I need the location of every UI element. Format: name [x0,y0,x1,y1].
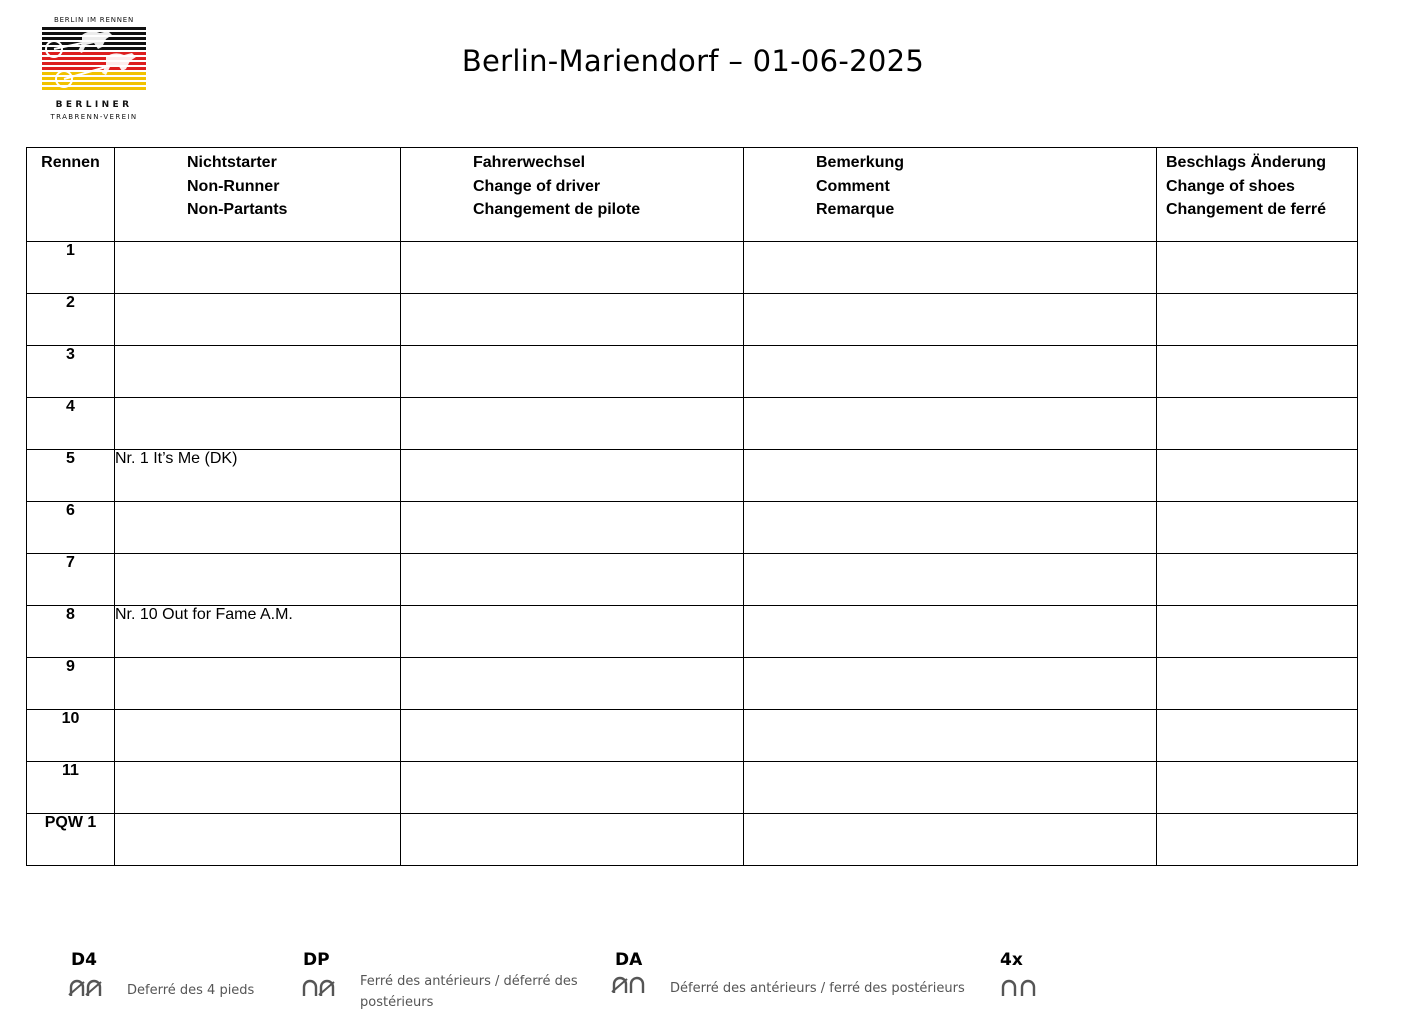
beschlag-cell [1157,658,1358,710]
beschlag-cell [1157,762,1358,814]
table-row [27,242,1358,294]
table-row [27,450,1358,502]
logo-top-text: BERLIN IM RENNEN [53,16,135,24]
legend-desc-da: Déferré des antérieurs / ferré des postérieurs [670,981,965,996]
shoe-and-crossed-shoe-icon [301,978,337,1000]
nichtstarter-cell: Nr. 1 It’s Me (DK) [115,450,401,502]
nichtstarter-cell [115,502,401,554]
legend-code-4x: 4x [1000,950,1023,970]
shoeing-legend [0,948,1410,1018]
bemerkung-cell [744,346,1157,398]
two-horseshoes-icon [1000,978,1040,1000]
table-row [27,606,1358,658]
nichtstarter-cell [115,398,401,450]
nichtstarter-cell [115,554,401,606]
header-nichtstarter: Nichtstarter Non-Runner Non-Partants [115,148,401,242]
beschlag-cell [1157,710,1358,762]
bemerkung-cell [744,658,1157,710]
race-number: 3 [27,346,115,398]
beschlag-cell [1157,450,1358,502]
fahrerwechsel-cell [401,294,744,346]
beschlag-cell [1157,242,1358,294]
logo-sub-text: TRABRENN-VEREIN [50,113,138,121]
nichtstarter-cell [115,710,401,762]
table-row [27,658,1358,710]
fahrerwechsel-cell [401,398,744,450]
beschlag-cell [1157,398,1358,450]
race-number: 9 [27,658,115,710]
logo-name-text: BERLINER [55,100,133,110]
nichtstarter-cell [115,242,401,294]
bemerkung-cell [744,294,1157,346]
legend-desc-d4: Deferré des 4 pieds [127,983,255,998]
table-row [27,398,1358,450]
table-row [27,762,1358,814]
bemerkung-cell [744,710,1157,762]
beschlag-cell [1157,346,1358,398]
table-row [27,502,1358,554]
fahrerwechsel-cell [401,814,744,866]
table-row [27,710,1358,762]
beschlag-cell [1157,554,1358,606]
beschlag-cell [1157,294,1358,346]
two-crossed-horseshoes-icon [68,978,104,1000]
bemerkung-cell [744,606,1157,658]
race-number: 5 [27,450,115,502]
bemerkung-cell [744,762,1157,814]
nichtstarter-cell: Nr. 10 Out for Fame A.M. [115,606,401,658]
nichtstarter-cell [115,658,401,710]
legend-desc-dp: Ferré des antérieurs / déferré des postérieurs [360,974,578,1010]
race-number: 1 [27,242,115,294]
race-number: 4 [27,398,115,450]
race-number: 11 [27,762,115,814]
bemerkung-cell [744,450,1157,502]
race-number: 10 [27,710,115,762]
table-header-row [27,148,1358,242]
header-bemerkung: Bemerkung Comment Remarque [744,148,1157,242]
fahrerwechsel-cell [401,554,744,606]
bemerkung-cell [744,398,1157,450]
table-row [27,346,1358,398]
header-beschlag: Beschlags Änderung Change of shoes Changement de ferré [1157,148,1358,242]
fahrerwechsel-cell [401,658,744,710]
fahrerwechsel-cell [401,762,744,814]
crossed-shoe-and-shoe-icon [611,975,647,997]
header-fahrerwechsel: Fahrerwechsel Change of driver Changement de pilote [401,148,744,242]
bemerkung-cell [744,502,1157,554]
legend-code-da: DA [615,950,643,970]
race-number: 6 [27,502,115,554]
fahrerwechsel-cell [401,606,744,658]
table-row [27,294,1358,346]
header-rennen: Rennen [27,148,115,242]
nichtstarter-cell [115,346,401,398]
beschlag-cell [1157,606,1358,658]
bemerkung-cell [744,554,1157,606]
page-title: Berlin-Mariendorf – 01-06-2025 [461,44,925,78]
race-number: 2 [27,294,115,346]
fahrerwechsel-cell [401,502,744,554]
race-number: PQW 1 [27,814,115,866]
nichtstarter-cell [115,294,401,346]
fahrerwechsel-cell [401,450,744,502]
table-row [27,814,1358,866]
race-number: 8 [27,606,115,658]
fahrerwechsel-cell [401,346,744,398]
bemerkung-cell [744,242,1157,294]
bemerkung-cell [744,814,1157,866]
legend-code-dp: DP [303,950,330,970]
fahrerwechsel-cell [401,242,744,294]
race-changes-table [26,147,1358,866]
nichtstarter-cell [115,762,401,814]
beschlag-cell [1157,502,1358,554]
beschlag-cell [1157,814,1358,866]
race-number: 7 [27,554,115,606]
fahrerwechsel-cell [401,710,744,762]
nichtstarter-cell [115,814,401,866]
legend-code-d4: D4 [71,950,97,970]
table-row [27,554,1358,606]
